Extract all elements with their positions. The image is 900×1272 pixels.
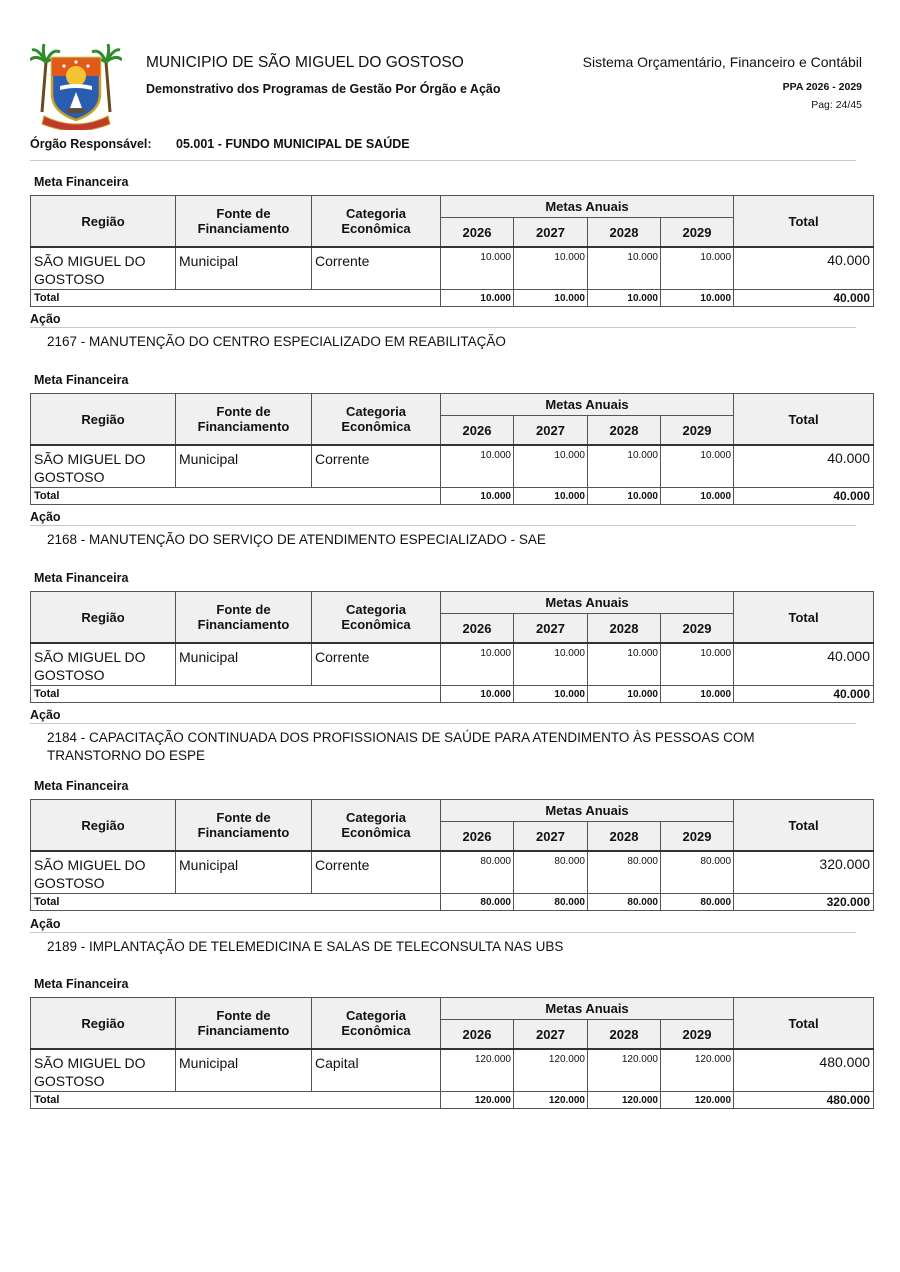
annual-value: 80.000 [588, 851, 661, 894]
divider [30, 327, 856, 328]
annual-value: 10.000 [514, 445, 588, 488]
total-row [31, 686, 874, 703]
annual-total: 80.000 [588, 894, 661, 911]
regiao-line2: GOSTOSO [34, 875, 105, 891]
meta-financeira-table [30, 997, 874, 1109]
annual-value: 10.000 [514, 643, 588, 686]
table-row [31, 247, 874, 290]
categoria-header-line1: Categoria [346, 810, 406, 825]
year-header: 2027 [514, 218, 588, 248]
categoria-header [312, 394, 441, 446]
meta-financeira-title: Meta Financeira [34, 571, 129, 585]
categoria-header-line1: Categoria [346, 602, 406, 617]
total-row-label: Total [31, 1092, 441, 1109]
annual-total: 120.000 [588, 1092, 661, 1109]
year-header: 2029 [661, 218, 734, 248]
regiao-line1: SÃO MIGUEL DO [34, 857, 146, 873]
regiao-line2: GOSTOSO [34, 1073, 105, 1089]
categoria-header-line2: Econômica [341, 825, 411, 840]
grand-total: 40.000 [734, 290, 874, 307]
annual-total: 10.000 [661, 488, 734, 505]
annual-total: 10.000 [588, 290, 661, 307]
annual-total: 10.000 [514, 290, 588, 307]
total-row [31, 894, 874, 911]
annual-value: 10.000 [588, 445, 661, 488]
annual-total: 10.000 [441, 686, 514, 703]
total-row [31, 290, 874, 307]
annual-value: 10.000 [588, 643, 661, 686]
meta-financeira-section [30, 779, 873, 911]
year-header: 2029 [661, 822, 734, 852]
categoria-header [312, 592, 441, 644]
annual-value: 120.000 [514, 1049, 588, 1092]
regiao-header: Região [31, 998, 176, 1050]
meta-financeira-section [30, 373, 873, 505]
fonte-header-line1: Fonte de [216, 810, 271, 825]
annual-total: 120.000 [441, 1092, 514, 1109]
regiao-line2: GOSTOSO [34, 271, 105, 287]
regiao-header: Região [31, 592, 176, 644]
annual-value: 10.000 [441, 247, 514, 290]
acao-title: Ação [30, 917, 61, 931]
table-header-row [31, 196, 874, 218]
annual-value: 10.000 [441, 445, 514, 488]
total-header: Total [734, 196, 874, 248]
row-total: 480.000 [734, 1049, 874, 1092]
table-row [31, 643, 874, 686]
row-total: 40.000 [734, 643, 874, 686]
acao-text-line1: 2167 - MANUTENÇÃO DO CENTRO ESPECIALIZADO EM REABILITAÇÃO [47, 334, 506, 349]
table-row [31, 445, 874, 488]
acao-description [47, 729, 807, 765]
acao-text-line1: 2184 - CAPACITAÇÃO CONTINUADA DOS PROFISSIONAIS DE SAÚDE PARA ATENDIMENTO ÀS PESSOAS COM [47, 730, 755, 745]
total-row-label: Total [31, 686, 441, 703]
annual-total: 10.000 [661, 290, 734, 307]
fonte-header [176, 800, 312, 852]
municipal-coat-of-arms-logo [30, 42, 122, 130]
orgao-value: 05.001 - FUNDO MUNICIPAL DE SAÚDE [176, 137, 410, 151]
annual-total: 80.000 [514, 894, 588, 911]
grand-total: 40.000 [734, 686, 874, 703]
categoria-header-line2: Econômica [341, 221, 411, 236]
year-header: 2029 [661, 1020, 734, 1050]
metas-anuais-header: Metas Anuais [441, 592, 734, 614]
divider [30, 723, 856, 724]
acao-text-line1: 2168 - MANUTENÇÃO DO SERVIÇO DE ATENDIMENTO ESPECIALIZADO - SAE [47, 532, 546, 547]
year-header: 2026 [441, 1020, 514, 1050]
regiao-cell [31, 445, 176, 488]
annual-total: 10.000 [514, 686, 588, 703]
acao-text-line1: 2189 - IMPLANTAÇÃO DE TELEMEDICINA E SALAS DE TELECONSULTA NAS UBS [47, 939, 564, 954]
fonte-header [176, 394, 312, 446]
categoria-header-line1: Categoria [346, 1008, 406, 1023]
annual-value: 10.000 [514, 247, 588, 290]
annual-value: 10.000 [588, 247, 661, 290]
categoria-header [312, 196, 441, 248]
meta-financeira-table [30, 195, 874, 307]
total-row-label: Total [31, 488, 441, 505]
regiao-line1: SÃO MIGUEL DO [34, 451, 146, 467]
fonte-header [176, 196, 312, 248]
year-header: 2028 [588, 614, 661, 644]
acao-description [47, 938, 807, 956]
acao-title: Ação [30, 708, 61, 722]
annual-value: 10.000 [661, 643, 734, 686]
fonte-header-line1: Fonte de [216, 602, 271, 617]
fonte-header-line2: Financiamento [197, 617, 290, 632]
year-header: 2027 [514, 822, 588, 852]
regiao-line1: SÃO MIGUEL DO [34, 649, 146, 665]
year-header: 2028 [588, 822, 661, 852]
acao-section [30, 510, 856, 549]
annual-total: 10.000 [514, 488, 588, 505]
total-header: Total [734, 998, 874, 1050]
fonte-cell: Municipal [176, 247, 312, 290]
regiao-line1: SÃO MIGUEL DO [34, 253, 146, 269]
table-header-row [31, 800, 874, 822]
regiao-header: Região [31, 800, 176, 852]
year-header: 2027 [514, 614, 588, 644]
annual-value: 10.000 [661, 445, 734, 488]
fonte-cell: Municipal [176, 445, 312, 488]
regiao-cell [31, 1049, 176, 1092]
acao-title: Ação [30, 510, 61, 524]
total-row [31, 488, 874, 505]
categoria-header [312, 800, 441, 852]
regiao-cell [31, 643, 176, 686]
acao-description [47, 531, 807, 549]
row-total: 40.000 [734, 247, 874, 290]
fonte-header-line1: Fonte de [216, 1008, 271, 1023]
regiao-header: Região [31, 196, 176, 248]
acao-section [30, 708, 856, 765]
total-header: Total [734, 800, 874, 852]
meta-financeira-title: Meta Financeira [34, 373, 129, 387]
table-header-row [31, 998, 874, 1020]
divider [30, 525, 856, 526]
annual-value: 10.000 [441, 643, 514, 686]
categoria-cell: Capital [312, 1049, 441, 1092]
meta-financeira-section [30, 175, 873, 307]
fonte-cell: Municipal [176, 643, 312, 686]
categoria-header-line1: Categoria [346, 206, 406, 221]
metas-anuais-header: Metas Anuais [441, 196, 734, 218]
grand-total: 40.000 [734, 488, 874, 505]
annual-total: 10.000 [588, 686, 661, 703]
grand-total: 480.000 [734, 1092, 874, 1109]
row-total: 40.000 [734, 445, 874, 488]
meta-financeira-title: Meta Financeira [34, 779, 129, 793]
regiao-cell [31, 851, 176, 894]
total-row-label: Total [31, 290, 441, 307]
annual-total: 10.000 [588, 488, 661, 505]
acao-text-line2: TRANSTORNO DO ESPE [47, 748, 206, 763]
meta-financeira-table [30, 393, 874, 505]
fonte-header-line2: Financiamento [197, 1023, 290, 1038]
categoria-header-line2: Econômica [341, 617, 411, 632]
fonte-header-line1: Fonte de [216, 206, 271, 221]
meta-financeira-section [30, 571, 873, 703]
system-name: Sistema Orçamentário, Financeiro e Contábil [582, 54, 862, 70]
year-header: 2026 [441, 218, 514, 248]
categoria-header-line2: Econômica [341, 1023, 411, 1038]
year-header: 2029 [661, 416, 734, 446]
categoria-cell: Corrente [312, 851, 441, 894]
orgao-responsavel [30, 137, 410, 151]
annual-value: 120.000 [588, 1049, 661, 1092]
year-header: 2029 [661, 614, 734, 644]
annual-value: 80.000 [661, 851, 734, 894]
regiao-line2: GOSTOSO [34, 667, 105, 683]
annual-value: 80.000 [441, 851, 514, 894]
year-header: 2027 [514, 416, 588, 446]
grand-total: 320.000 [734, 894, 874, 911]
meta-financeira-table [30, 591, 874, 703]
categoria-header-line2: Econômica [341, 419, 411, 434]
report-subtitle: Demonstrativo dos Programas de Gestão Por Órgão e Ação [146, 82, 501, 96]
table-header-row [31, 592, 874, 614]
year-header: 2027 [514, 1020, 588, 1050]
annual-total: 10.000 [441, 290, 514, 307]
total-row [31, 1092, 874, 1109]
regiao-line1: SÃO MIGUEL DO [34, 1055, 146, 1071]
fonte-cell: Municipal [176, 1049, 312, 1092]
municipality-name: MUNICIPIO DE SÃO MIGUEL DO GOSTOSO [146, 54, 464, 71]
annual-total: 120.000 [661, 1092, 734, 1109]
meta-financeira-section [30, 977, 873, 1109]
fonte-header-line2: Financiamento [197, 419, 290, 434]
table-row [31, 1049, 874, 1092]
acao-description [47, 333, 807, 351]
categoria-cell: Corrente [312, 247, 441, 290]
annual-value: 80.000 [514, 851, 588, 894]
total-row-label: Total [31, 894, 441, 911]
metas-anuais-header: Metas Anuais [441, 800, 734, 822]
regiao-line2: GOSTOSO [34, 469, 105, 485]
ppa-period: PPA 2026 - 2029 [782, 81, 862, 93]
annual-value: 120.000 [661, 1049, 734, 1092]
acao-section [30, 917, 856, 956]
fonte-header [176, 998, 312, 1050]
annual-total: 10.000 [441, 488, 514, 505]
regiao-header: Região [31, 394, 176, 446]
annual-total: 120.000 [514, 1092, 588, 1109]
regiao-cell [31, 247, 176, 290]
divider [30, 160, 856, 161]
fonte-header-line2: Financiamento [197, 221, 290, 236]
table-row [31, 851, 874, 894]
page-number: Pag: 24/45 [811, 99, 862, 111]
metas-anuais-header: Metas Anuais [441, 998, 734, 1020]
fonte-header [176, 592, 312, 644]
year-header: 2026 [441, 614, 514, 644]
total-header: Total [734, 394, 874, 446]
year-header: 2026 [441, 822, 514, 852]
year-header: 2026 [441, 416, 514, 446]
annual-total: 10.000 [661, 686, 734, 703]
total-header: Total [734, 592, 874, 644]
meta-financeira-title: Meta Financeira [34, 175, 129, 189]
year-header: 2028 [588, 1020, 661, 1050]
divider [30, 932, 856, 933]
fonte-header-line2: Financiamento [197, 825, 290, 840]
year-header: 2028 [588, 416, 661, 446]
meta-financeira-title: Meta Financeira [34, 977, 129, 991]
metas-anuais-header: Metas Anuais [441, 394, 734, 416]
row-total: 320.000 [734, 851, 874, 894]
categoria-cell: Corrente [312, 445, 441, 488]
categoria-header-line1: Categoria [346, 404, 406, 419]
orgao-label: Órgão Responsável: [30, 137, 152, 151]
annual-total: 80.000 [661, 894, 734, 911]
table-header-row [31, 394, 874, 416]
categoria-cell: Corrente [312, 643, 441, 686]
acao-title: Ação [30, 312, 61, 326]
fonte-cell: Municipal [176, 851, 312, 894]
annual-total: 80.000 [441, 894, 514, 911]
annual-value: 120.000 [441, 1049, 514, 1092]
year-header: 2028 [588, 218, 661, 248]
acao-section [30, 312, 856, 351]
fonte-header-line1: Fonte de [216, 404, 271, 419]
annual-value: 10.000 [661, 247, 734, 290]
meta-financeira-table [30, 799, 874, 911]
categoria-header [312, 998, 441, 1050]
